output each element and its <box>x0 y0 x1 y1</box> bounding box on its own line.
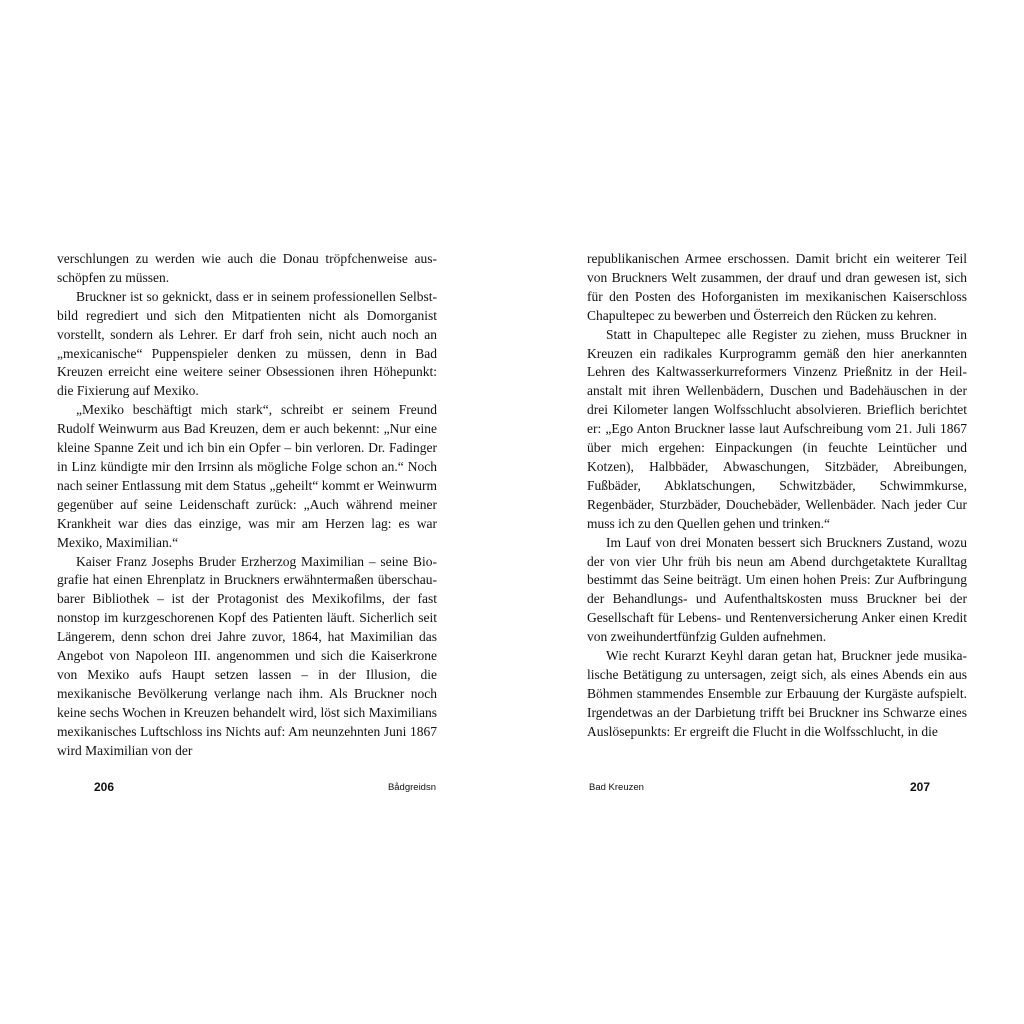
left-paragraph-3: „Mexiko beschäftigt mich stark“, schreibt er seinem Freund Rudolf Weinwurm aus Bad Kreuzen, dem er auch bekennt: „Nur eine kleine Spanne Zeit und ich bin ein Opfer – bin verloren. Dr. Fadinger in Linz kündigte mir den Irrsinn als mögliche Folge schon an.“ Noch nach seiner Entlassung mit dem Status „geheilt“ kommt er Weinwurm gegenüber auf seine Leidenschaft zurück: „Auch während meiner Krankheit war dies das einzige, was mir am Herzen lag: es war Mexiko, Maximilian.“ <box>57 402 437 550</box>
right-paragraph-1: republikanischen Armee erschossen. Damit bricht ein weiterer Teil von Bruckners Welt zusammen, der drauf und dran gewesen ist, sich für den Posten des Hoforganisten im mexikanischen Kaiserschloss Chapultepec zu bewerben und Österreich den Rücken zu kehren. <box>587 251 967 323</box>
right-page-body <box>587 250 967 742</box>
right-paragraph-2: Statt in Chapultepec alle Register zu ziehen, muss Bruckner in Kreuzen ein radikales Kurprogramm gemäß den hier anerkannten Lehren des Kaltwasserkurreformers Vinzenz Prießnitz in der Heilanstalt mit ihren Wellenbädern, Duschen und Badehäuschen in der drei Kilometer langen Wolfsschlucht absolvieren. Brieflich berichtet er: „Ego Anton Bruckner lasse laut Aufschreibung vom 21. Juli 1867 über mich ergehen: Einpackungen (in feuchte Leintücher und Kotzen), Halbbäder, Abwaschungen, Sitzbäder, Abreibungen, Fußbäder, Abklatschungen, Schwitzbäder, Schwimmkurse, Regenbäder, Sturzbäder, Douchebäder, Wellenbäder. Nach jeder Cur muss ich zu den Quellen gehen und trinken.“ <box>587 326 967 531</box>
right-paragraph-4: Wie recht Kurarzt Keyhl daran getan hat, Bruckner jede musikalische Betätigung zu untersagen, zeigt sich, als eines Abends ein aus Böhmen stammendes Ensemble zur Erbauung der Kurgäste aufspielt. Irgendetwas an der Darbietung trifft bei Bruckner ins Schwarze eines Auslösepunkts: Er ergreift die Flucht in die Wolfsschlucht, in die <box>587 648 967 739</box>
left-paragraph-4: Kaiser Franz Josephs Bruder Erzherzog Maximilian – seine Biografie hat einen Ehrenplatz in Bruckners erwähntermaßen überschaubarer Bibliothek – ist der Protagonist des Mexikofilms, der fast nonstop im kurzgeschorenen Kopf des Patienten läuft. Sicherlich seit Längerem, denn schon drei Jahre zuvor, 1864, hat Maximilian das Angebot von Napoleon III. angenommen und sich die Kaiserkrone von Mexiko aufs Haupt setzen lassen – in der Illusion, die mexikanische Bevölkerung verlange nach ihm. Als Bruckner noch keine sechs Wochen in Kreuzen behandelt wird, löst sich Maximilians mexikanisches Luftschloss ins Nichts auf: Am neunzehnten Juni 1867 wird Maximilian von der <box>57 553 437 758</box>
left-page-number: 206 <box>94 780 115 794</box>
left-paragraph-2: Bruckner ist so geknickt, dass er in seinem professionellen Selbstbild regrediert und sich den Mitpatienten nicht als Domorganist vorstellt, sondern als Lehrer. Er darf froh sein, nicht auch noch an „mexicanische“ Puppenspieler denken zu müssen, denn in Bad Kreuzen erreicht eine weitere seiner Obsessionen ihren Höhepunkt: die Fixierung auf Mexiko. <box>57 288 437 399</box>
right-paragraph-3: Im Lauf von drei Monaten bessert sich Bruckners Zustand, wozu der von vier Uhr früh bis neun am Abend durchgetaktete Kuralltag bestimmt das Seine beiträgt. Um einen hohen Preis: Zur Aufbringung der Behandlungs- und Aufenthaltskosten muss Bruckner bei der Gesellschaft für Lebens- und Rentenversicherung Anker einen Kredit von zweihundertfünfzig Gulden aufnehmen. <box>587 534 967 645</box>
left-running-head: Bådgreidsn <box>387 782 436 793</box>
right-running-head: Bad Kreuzen <box>589 782 644 793</box>
left-paragraph-1: verschlungen zu werden wie auch die Donau tröpfchenweise ausschöpfen zu müssen. <box>57 251 437 285</box>
right-page-number: 207 <box>909 780 930 794</box>
right-page <box>512 0 1024 1024</box>
left-page-body <box>57 250 437 760</box>
